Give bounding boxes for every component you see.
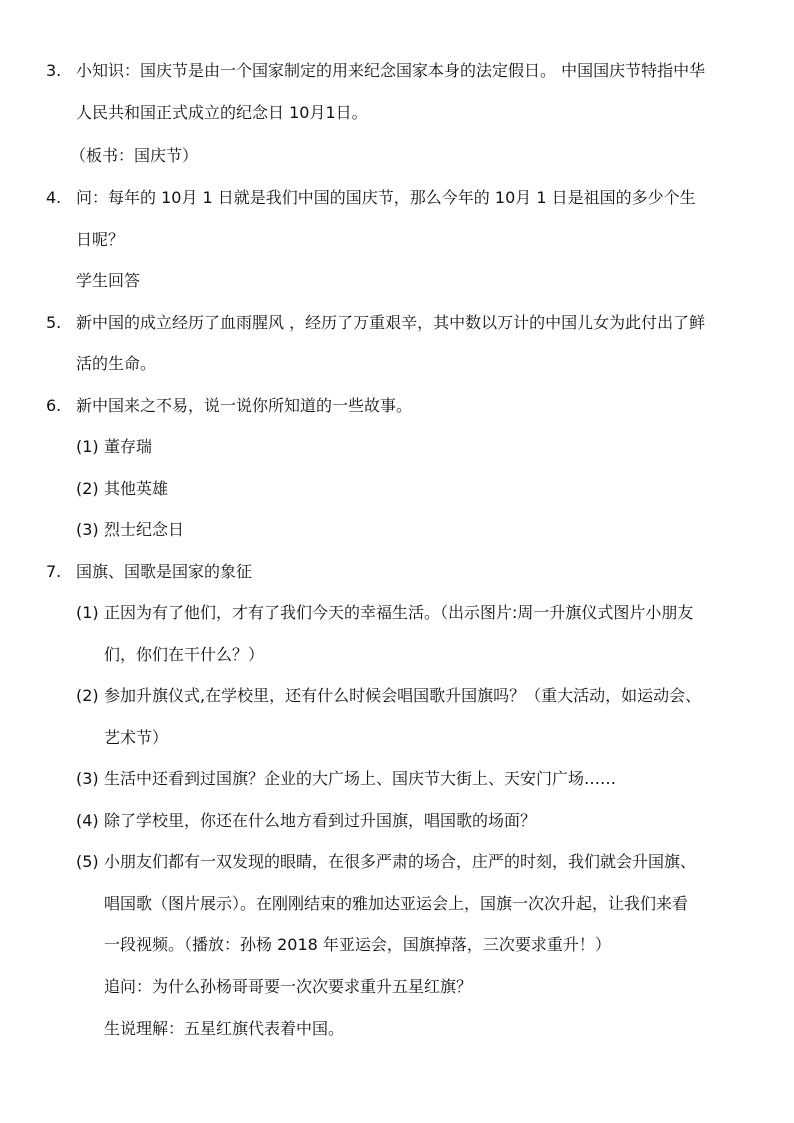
item-number: 3. xyxy=(46,61,62,80)
item-number: 5. xyxy=(46,313,62,332)
student-explanation: 生说理解：五星红旗代表着中国。 xyxy=(104,1019,345,1038)
sub-item-text: 生活中还看到过国旗？企业的大广场上、国庆节大街上、天安门广场…… xyxy=(104,769,617,788)
item-text-continued: 活的生命。 xyxy=(76,354,157,373)
item-text: 新中国来之不易，说一说你所知道的一些故事。 xyxy=(76,396,413,415)
blackboard-note: （板书：国庆节） xyxy=(70,146,199,165)
sub-item-text: 其他英雄 xyxy=(104,479,169,498)
sub-item-number: (5) xyxy=(76,852,99,871)
item-text-continued: 人民共和国正式成立的纪念日 10月1日。 xyxy=(76,103,368,122)
item-text: 小知识：国庆节是由一个国家制定的用来纪念国家本身的法定假日。 中国国庆节特指中华 xyxy=(76,61,706,80)
item-number: 7. xyxy=(46,562,62,581)
sub-item-text-continued: 艺术节） xyxy=(104,728,169,747)
sub-item-number: (2) xyxy=(76,686,99,705)
sub-item-text: 小朋友们都有一双发现的眼睛，在很多严肃的场合，庄严的时刻，我们就会升国旗、 xyxy=(104,852,697,871)
sub-item-number: (4) xyxy=(76,811,99,830)
item-text: 国旗、国歌是国家的象征 xyxy=(76,562,253,581)
sub-item-text: 除了学校里，你还在什么地方看到过升国旗，唱国歌的场面？ xyxy=(104,811,537,830)
item-text-continued: 日呢？ xyxy=(76,230,125,249)
sub-item-text-continued: 一段视频。（播放：孙杨 2018 年亚运会，国旗掉落，三次要求重升！） xyxy=(104,935,611,954)
sub-item-text: 参加升旗仪式,在学校里，还有什么时候会唱国歌升国旗吗？（重大活动，如运动会、 xyxy=(104,686,702,705)
sub-item-text-continued: 们，你们在干什么？） xyxy=(104,645,265,664)
item-text: 问：每年的 10月 1 日就是我们中国的国庆节，那么今年的 10月 1 日是祖国的多少个生 xyxy=(76,188,696,207)
item-number: 6. xyxy=(46,396,62,415)
sub-item-text-continued: 唱国歌（图片展示）。在刚刚结束的雅加达亚运会上，国旗一次次升起，让我们来看 xyxy=(104,894,689,913)
follow-up-question: 追问：为什么孙杨哥哥要一次次要求重升五星红旗？ xyxy=(104,977,473,996)
item-text: 新中国的成立经历了血雨腥风 ，经历了万重艰辛，其中数以万计的中国儿女为此付出了鲜 xyxy=(76,313,706,332)
sub-item-number: (3) xyxy=(76,769,99,788)
item-number: 4. xyxy=(46,188,62,207)
sub-item-number: (3) xyxy=(76,520,99,539)
sub-item-number: (1) xyxy=(76,437,99,456)
sub-item-number: (1) xyxy=(76,603,99,622)
sub-item-text: 董存瑞 xyxy=(104,437,153,456)
student-answer-note: 学生回答 xyxy=(76,271,141,290)
sub-item-text: 烈士纪念日 xyxy=(104,520,185,539)
sub-item-text: 正因为有了他们，才有了我们今天的幸福生活。（出示图片:周一升旗仪式图片小朋友 xyxy=(104,603,694,622)
sub-item-number: (2) xyxy=(76,479,99,498)
